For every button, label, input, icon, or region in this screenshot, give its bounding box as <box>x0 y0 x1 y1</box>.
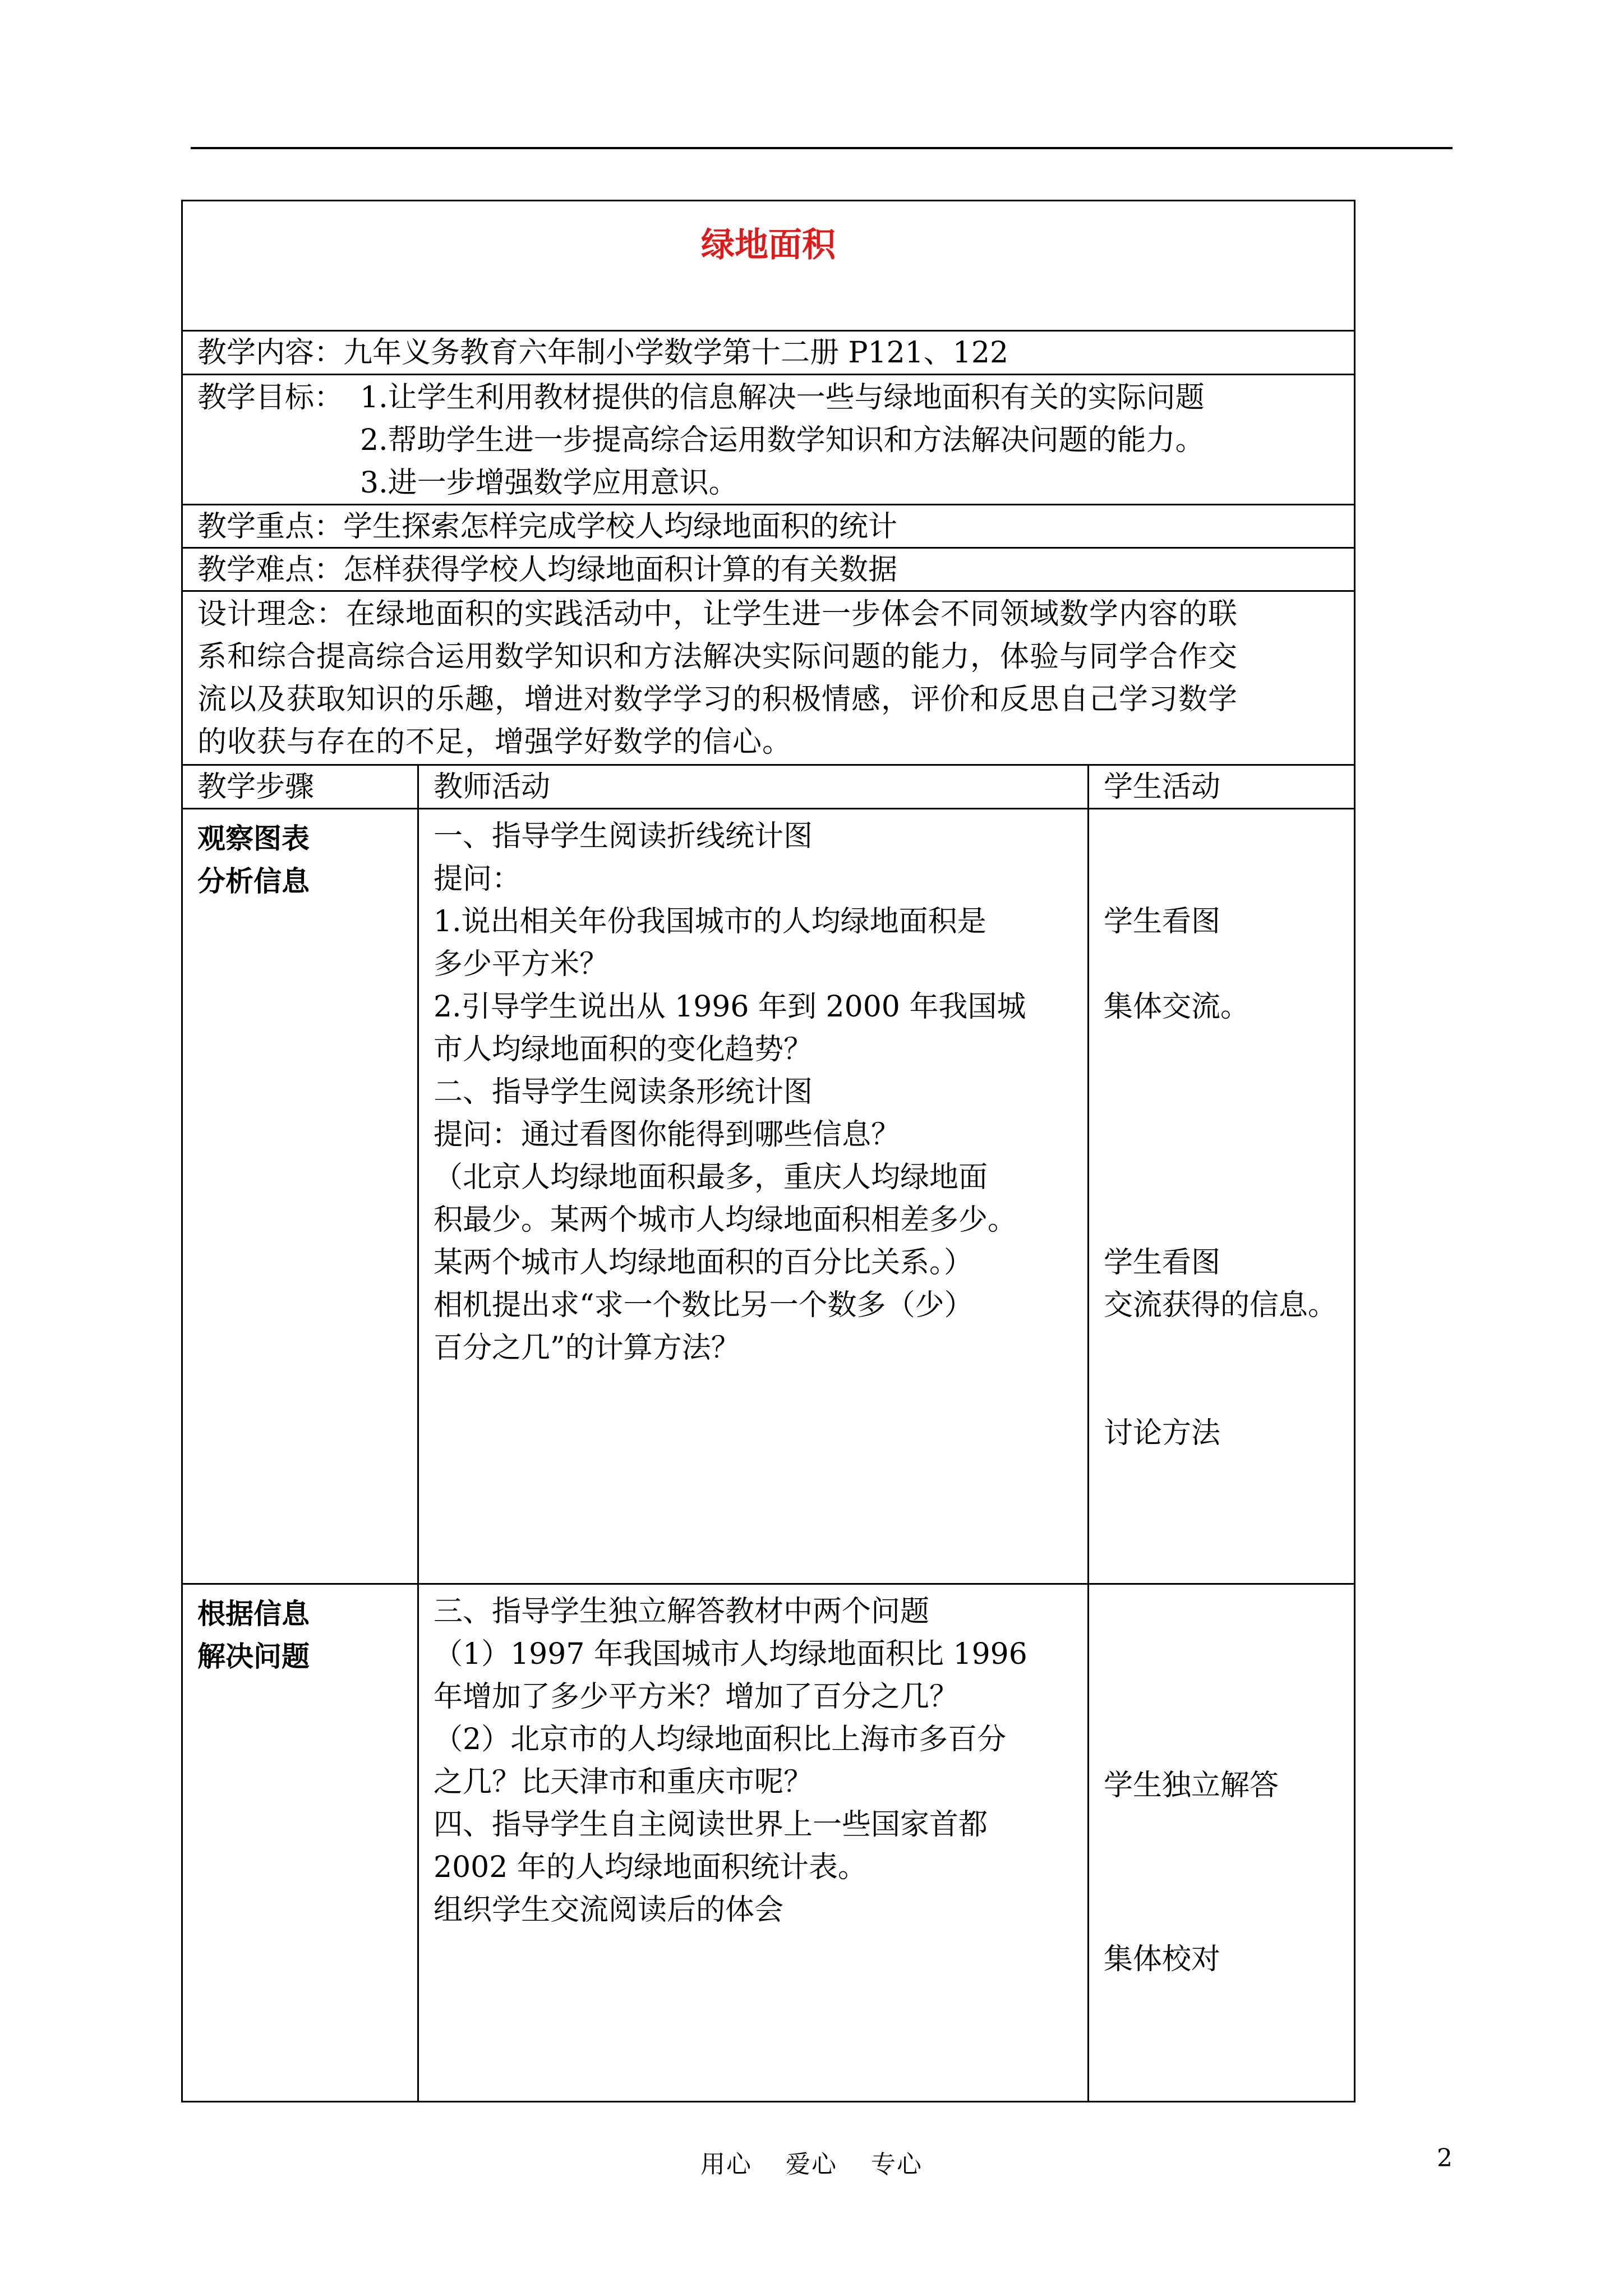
header-teacher: 教师活动 <box>419 766 1089 808</box>
teacher-line: 提问： <box>434 862 522 896</box>
teacher-line: 组织学生交流阅读后的体会 <box>434 1893 784 1927</box>
student-line: 学生独立解答 <box>1104 1769 1279 1802</box>
step-label: 根据信息 <box>197 1598 310 1630</box>
student-cell <box>1089 1585 1354 2101</box>
student-line: 集体交流。 <box>1104 990 1250 1024</box>
teacher-line: （北京人均绿地面积最多，重庆人均绿地面 <box>434 1161 988 1194</box>
teacher-line: 提问：通过看图你能得到哪些信息？ <box>434 1118 901 1152</box>
page-title: 绿地面积 <box>701 226 836 265</box>
teacher-line: 之几？比天津市和重庆市呢？ <box>434 1765 813 1799</box>
teacher-cell <box>419 809 1089 1583</box>
teacher-line: （2）北京市的人均绿地面积比上海市多百分 <box>434 1723 1007 1756</box>
teacher-line: 1.说出相关年份我国城市的人均绿地面积是 <box>434 905 986 938</box>
teacher-line: 年增加了多少平方米？增加了百分之几？ <box>434 1680 959 1714</box>
header-rule <box>191 147 1453 149</box>
table-header <box>183 766 1354 809</box>
student-line: 讨论方法 <box>1104 1416 1221 1450</box>
student-line: 学生看图 <box>1104 1246 1221 1280</box>
design-line: 系和综合提高综合运用数学知识和方法解决实际问题的能力，体验与同学合作交 <box>197 640 1238 674</box>
teacher-line: 市人均绿地面积的变化趋势？ <box>434 1033 813 1066</box>
title-row <box>183 201 1354 332</box>
header-steps: 教学步骤 <box>183 766 419 808</box>
step-label: 解决问题 <box>197 1640 310 1673</box>
footer-motto <box>0 2144 1623 2180</box>
student-line: 集体校对 <box>1104 1943 1221 1976</box>
teacher-line: 多少平方米？ <box>434 947 609 981</box>
goals-label: 教学目标： <box>197 381 344 415</box>
goal-item: 3.进一步增强数学应用意识。 <box>360 466 738 500</box>
table-row <box>183 1585 1354 2101</box>
teacher-line: 四、指导学生自主阅读世界上一些国家首都 <box>434 1808 988 1842</box>
teacher-cell <box>419 1585 1089 2101</box>
header-student: 学生活动 <box>1104 770 1221 804</box>
step-label: 分析信息 <box>197 865 310 898</box>
table-row <box>183 809 1354 1585</box>
goal-item: 2.帮助学生进一步提高综合运用数学知识和方法解决问题的能力。 <box>360 424 1205 457</box>
difficulty: 教学难点：怎样获得学校人均绿地面积计算的有关数据 <box>183 549 1354 592</box>
student-line: 交流获得的信息。 <box>1104 1289 1338 1322</box>
teaching-goals <box>183 375 1354 505</box>
teacher-line: 2.引导学生说出从 1996 年到 2000 年我国城 <box>434 990 1026 1024</box>
footer-word: 专心 <box>871 2150 923 2179</box>
student-line: 学生看图 <box>1104 905 1221 938</box>
key-point: 教学重点：学生探索怎样完成学校人均绿地面积的统计 <box>183 505 1354 549</box>
design-concept <box>183 592 1354 766</box>
design-line: 设计理念：在绿地面积的实践活动中，让学生进一步体会不同领域数学内容的联 <box>197 597 1238 631</box>
goal-item: 1.让学生利用教材提供的信息解决一些与绿地面积有关的实际问题 <box>360 381 1205 415</box>
footer-word: 爱心 <box>786 2150 837 2179</box>
design-line: 的收获与存在的不足，增强学好数学的信心。 <box>197 725 792 759</box>
teacher-line: 相机提出求“求一个数比另一个数多（少） <box>434 1289 974 1322</box>
step-cell <box>183 1585 419 2101</box>
teacher-line: 积最少。某两个城市人均绿地面积相差多少。 <box>434 1203 1017 1237</box>
teacher-line: 百分之几”的计算方法？ <box>434 1331 740 1365</box>
teacher-line: 某两个城市人均绿地面积的百分比关系。） <box>434 1246 974 1280</box>
footer-word: 用心 <box>700 2150 752 2179</box>
teaching-content: 教学内容：九年义务教育六年制小学数学第十二册 P121、122 <box>183 332 1354 375</box>
page-number: 2 <box>1437 2144 1453 2173</box>
design-line: 流以及获取知识的乐趣，增进对数学学习的积极情感，评价和反思自己学习数学 <box>197 683 1238 716</box>
teacher-line: 2002 年的人均绿地面积统计表。 <box>434 1851 867 1884</box>
step-cell <box>183 809 419 1583</box>
teacher-line: 三、指导学生独立解答教材中两个问题 <box>434 1595 930 1628</box>
teacher-line: 二、指导学生阅读条形统计图 <box>434 1075 813 1109</box>
teacher-line: 一、指导学生阅读折线统计图 <box>434 820 813 853</box>
student-cell <box>1089 809 1354 1583</box>
step-label: 观察图表 <box>197 822 310 855</box>
lesson-plan-table <box>181 200 1355 2102</box>
teacher-line: （1）1997 年我国城市人均绿地面积比 1996 <box>434 1637 1027 1671</box>
